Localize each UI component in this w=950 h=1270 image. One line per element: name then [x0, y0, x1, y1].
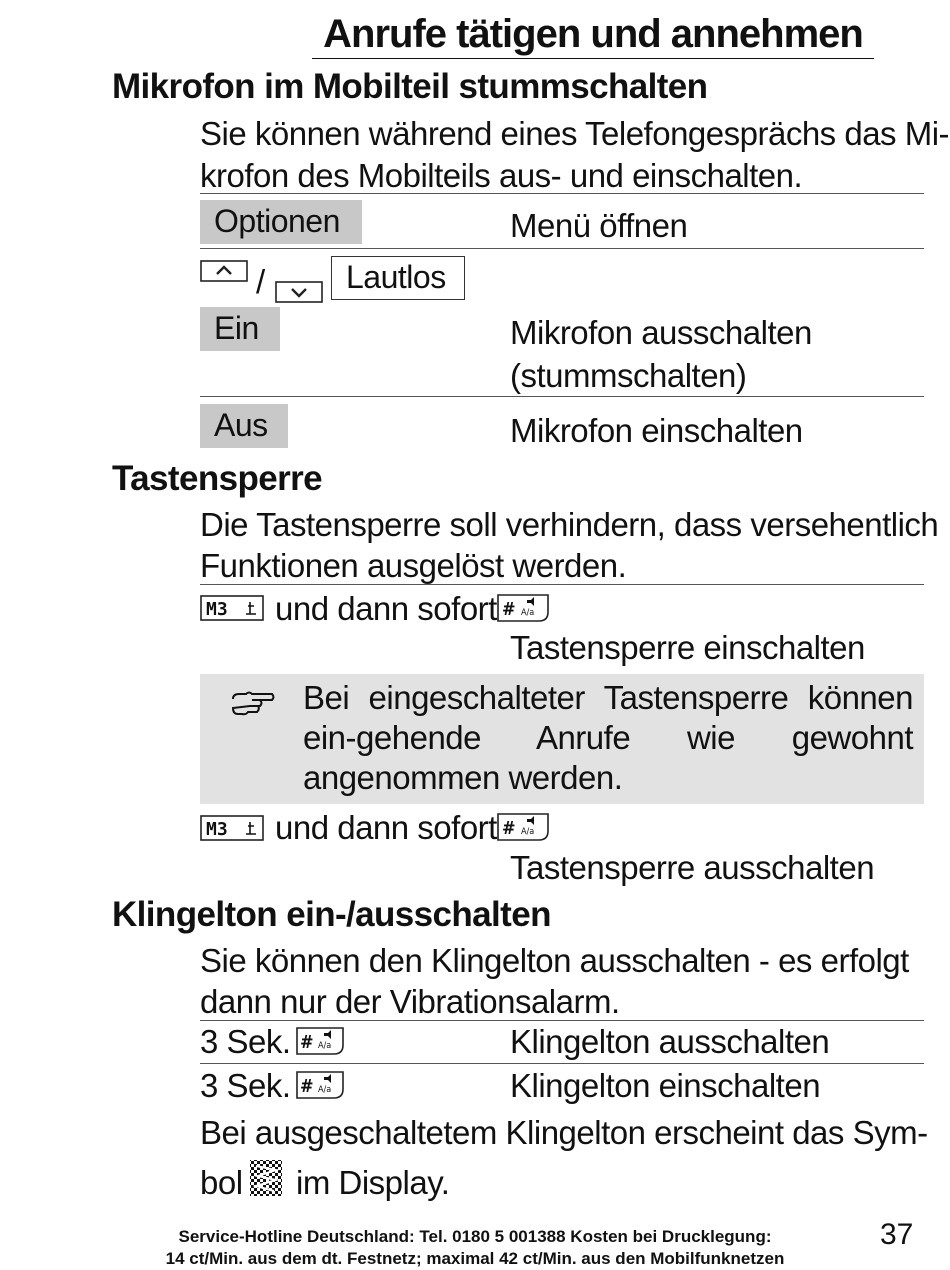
ringtone-intro-line1: Sie können den Klingelton ausschalten - es erfolgt — [200, 942, 909, 979]
ringtone-closing-end: im Display. — [296, 1164, 450, 1201]
footer-line1: Service-Hotline Deutschland: Tel. 0180 5 001388 Kosten bei Drucklegung: — [178, 1227, 772, 1246]
svg-text:#: # — [300, 1032, 314, 1053]
then-text: und dann sofort — [275, 809, 497, 846]
ringtone-off-description: Klingelton ausschalten — [510, 1023, 830, 1060]
svg-text:A/a: A/a — [318, 1041, 332, 1051]
keylock-heading: Tastensperre — [112, 459, 323, 498]
svg-text:#: # — [502, 818, 516, 839]
hash-key-icon — [497, 813, 549, 841]
hash-key-icon — [497, 594, 549, 622]
keylock-intro-line2: Funktionen ausgelöst werden. — [200, 547, 627, 584]
mute-intro-line2: krofon des Mobilteils aus- und einschalten. — [200, 157, 803, 194]
divider — [200, 396, 924, 397]
optionen-softkey: Optionen — [200, 200, 362, 244]
slash-separator: / — [256, 263, 265, 300]
aus-softkey: Aus — [200, 404, 288, 448]
divider — [200, 248, 924, 249]
divider — [200, 584, 924, 585]
page-number: 37 — [880, 1218, 914, 1251]
ringtone-on-description: Klingelton einschalten — [510, 1067, 821, 1104]
divider — [200, 193, 924, 194]
lautlos-softkey: Lautlos — [331, 256, 465, 300]
m3-key-label: M3 — [206, 819, 228, 840]
footer-line2: 14 ct/Min. aus dem dt. Festnetz; maximal 42 ct/Min. aus den Mobilfunknetzen — [165, 1249, 785, 1268]
aus-description: Mikrofon einschalten — [510, 412, 803, 449]
ringtone-off-duration: 3 Sek. — [200, 1023, 291, 1060]
ein-description-line1: Mikrofon ausschalten — [510, 314, 812, 351]
svg-text:A/a: A/a — [521, 608, 535, 618]
svg-text:A/a: A/a — [521, 827, 535, 837]
svg-text:A/a: A/a — [318, 1085, 332, 1095]
lock-on-description: Tastensperre einschalten — [510, 629, 865, 666]
keylock-intro-line1: Die Tastensperre soll verhindern, dass versehentlich — [200, 506, 939, 543]
up-arrow-key-icon — [200, 260, 248, 282]
ringer-off-symbol-icon — [248, 1158, 284, 1198]
ein-softkey: Ein — [200, 307, 280, 351]
ringtone-closing-line1: Bei ausgeschaltetem Klingelton erscheint das Sym- — [200, 1114, 928, 1151]
pointing-hand-icon — [230, 689, 276, 717]
m3-key-icon — [200, 815, 264, 841]
svg-text:#: # — [300, 1076, 314, 1097]
ringtone-on-duration: 3 Sek. — [200, 1067, 291, 1104]
then-text: und dann sofort — [275, 590, 497, 627]
divider — [200, 1020, 924, 1021]
lock-off-description: Tastensperre ausschalten — [510, 849, 875, 886]
mute-heading: Mikrofon im Mobilteil stummschalten — [112, 67, 708, 106]
hash-key-icon — [296, 1071, 344, 1099]
ringtone-heading: Klingelton ein-/ausschalten — [112, 895, 551, 934]
ringtone-intro-line2: dann nur der Vibrationsalarm. — [200, 983, 620, 1020]
mute-intro-line1: Sie können während eines Telefongesprächs das Mi- — [200, 115, 950, 152]
hash-key-icon — [296, 1027, 344, 1055]
note-text: Bei eingeschalteter Tastensperre können ein-gehende Anrufe wie gewohnt angenommen werden. — [303, 679, 913, 796]
ein-description-line2: (stummschalten) — [510, 357, 747, 394]
m3-key-icon — [200, 595, 264, 621]
title-underline — [312, 58, 874, 59]
m3-key-label: M3 — [206, 599, 228, 620]
svg-text:#: # — [502, 599, 516, 620]
ringtone-closing-bol: bol — [200, 1164, 243, 1201]
divider — [200, 1063, 924, 1064]
optionen-description: Menü öffnen — [510, 207, 688, 244]
down-arrow-key-icon — [275, 281, 323, 303]
page-title: Anrufe tätigen und annehmen — [323, 12, 863, 56]
